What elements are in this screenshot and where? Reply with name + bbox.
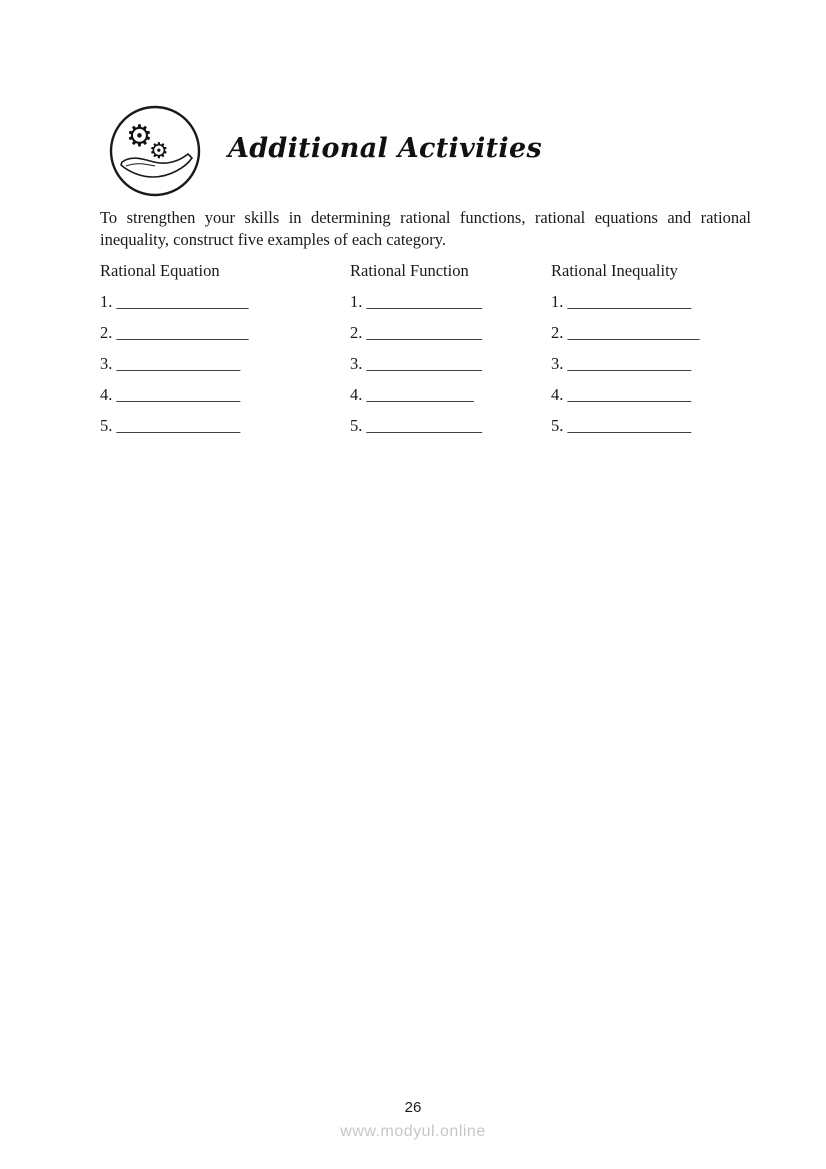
column-header: Rational Inequality bbox=[551, 261, 678, 280]
blank-line: 2. ________________ bbox=[100, 323, 249, 342]
blank-line: 1. _______________ bbox=[551, 292, 692, 311]
blank-line: 5. ______________ bbox=[350, 416, 482, 435]
blank-line: 4. _______________ bbox=[100, 385, 241, 404]
blank-line: 3. _______________ bbox=[100, 354, 241, 373]
column-rational-inequality bbox=[551, 260, 760, 436]
column-header: Rational Equation bbox=[100, 261, 220, 280]
blank-line: 1. ______________ bbox=[350, 292, 482, 311]
section-header bbox=[108, 104, 542, 198]
blanks-columns bbox=[100, 260, 760, 436]
section-title: Additional Activities bbox=[228, 132, 542, 164]
blank-line: 5. _______________ bbox=[551, 416, 692, 435]
blank-line: 2. ________________ bbox=[551, 323, 700, 342]
page-number: 26 bbox=[404, 1099, 422, 1116]
blank-line: 1. ________________ bbox=[100, 292, 249, 311]
watermark-text: www.modyul.online bbox=[340, 1123, 486, 1140]
blank-line: 4. _______________ bbox=[551, 385, 692, 404]
gear-icon: ⚙ bbox=[149, 138, 169, 163]
hand-gears-icon bbox=[108, 104, 202, 198]
hand-palm-line bbox=[126, 164, 155, 166]
column-header: Rational Function bbox=[350, 261, 469, 280]
gear-icon: ⚙ bbox=[126, 120, 153, 153]
column-rational-function bbox=[350, 260, 551, 436]
column-rational-equation bbox=[100, 260, 350, 436]
hand-gears-icon-svg bbox=[108, 104, 202, 198]
blank-line: 3. _______________ bbox=[551, 354, 692, 373]
blank-line: 5. _______________ bbox=[100, 416, 241, 435]
blank-line: 2. ______________ bbox=[350, 323, 482, 342]
blank-line: 3. ______________ bbox=[350, 354, 482, 373]
intro-paragraph: To strengthen your skills in determining rational functions, rational equations and rational inequality, construct five examples of each category. bbox=[100, 208, 751, 249]
blank-line: 4. _____________ bbox=[350, 385, 474, 404]
